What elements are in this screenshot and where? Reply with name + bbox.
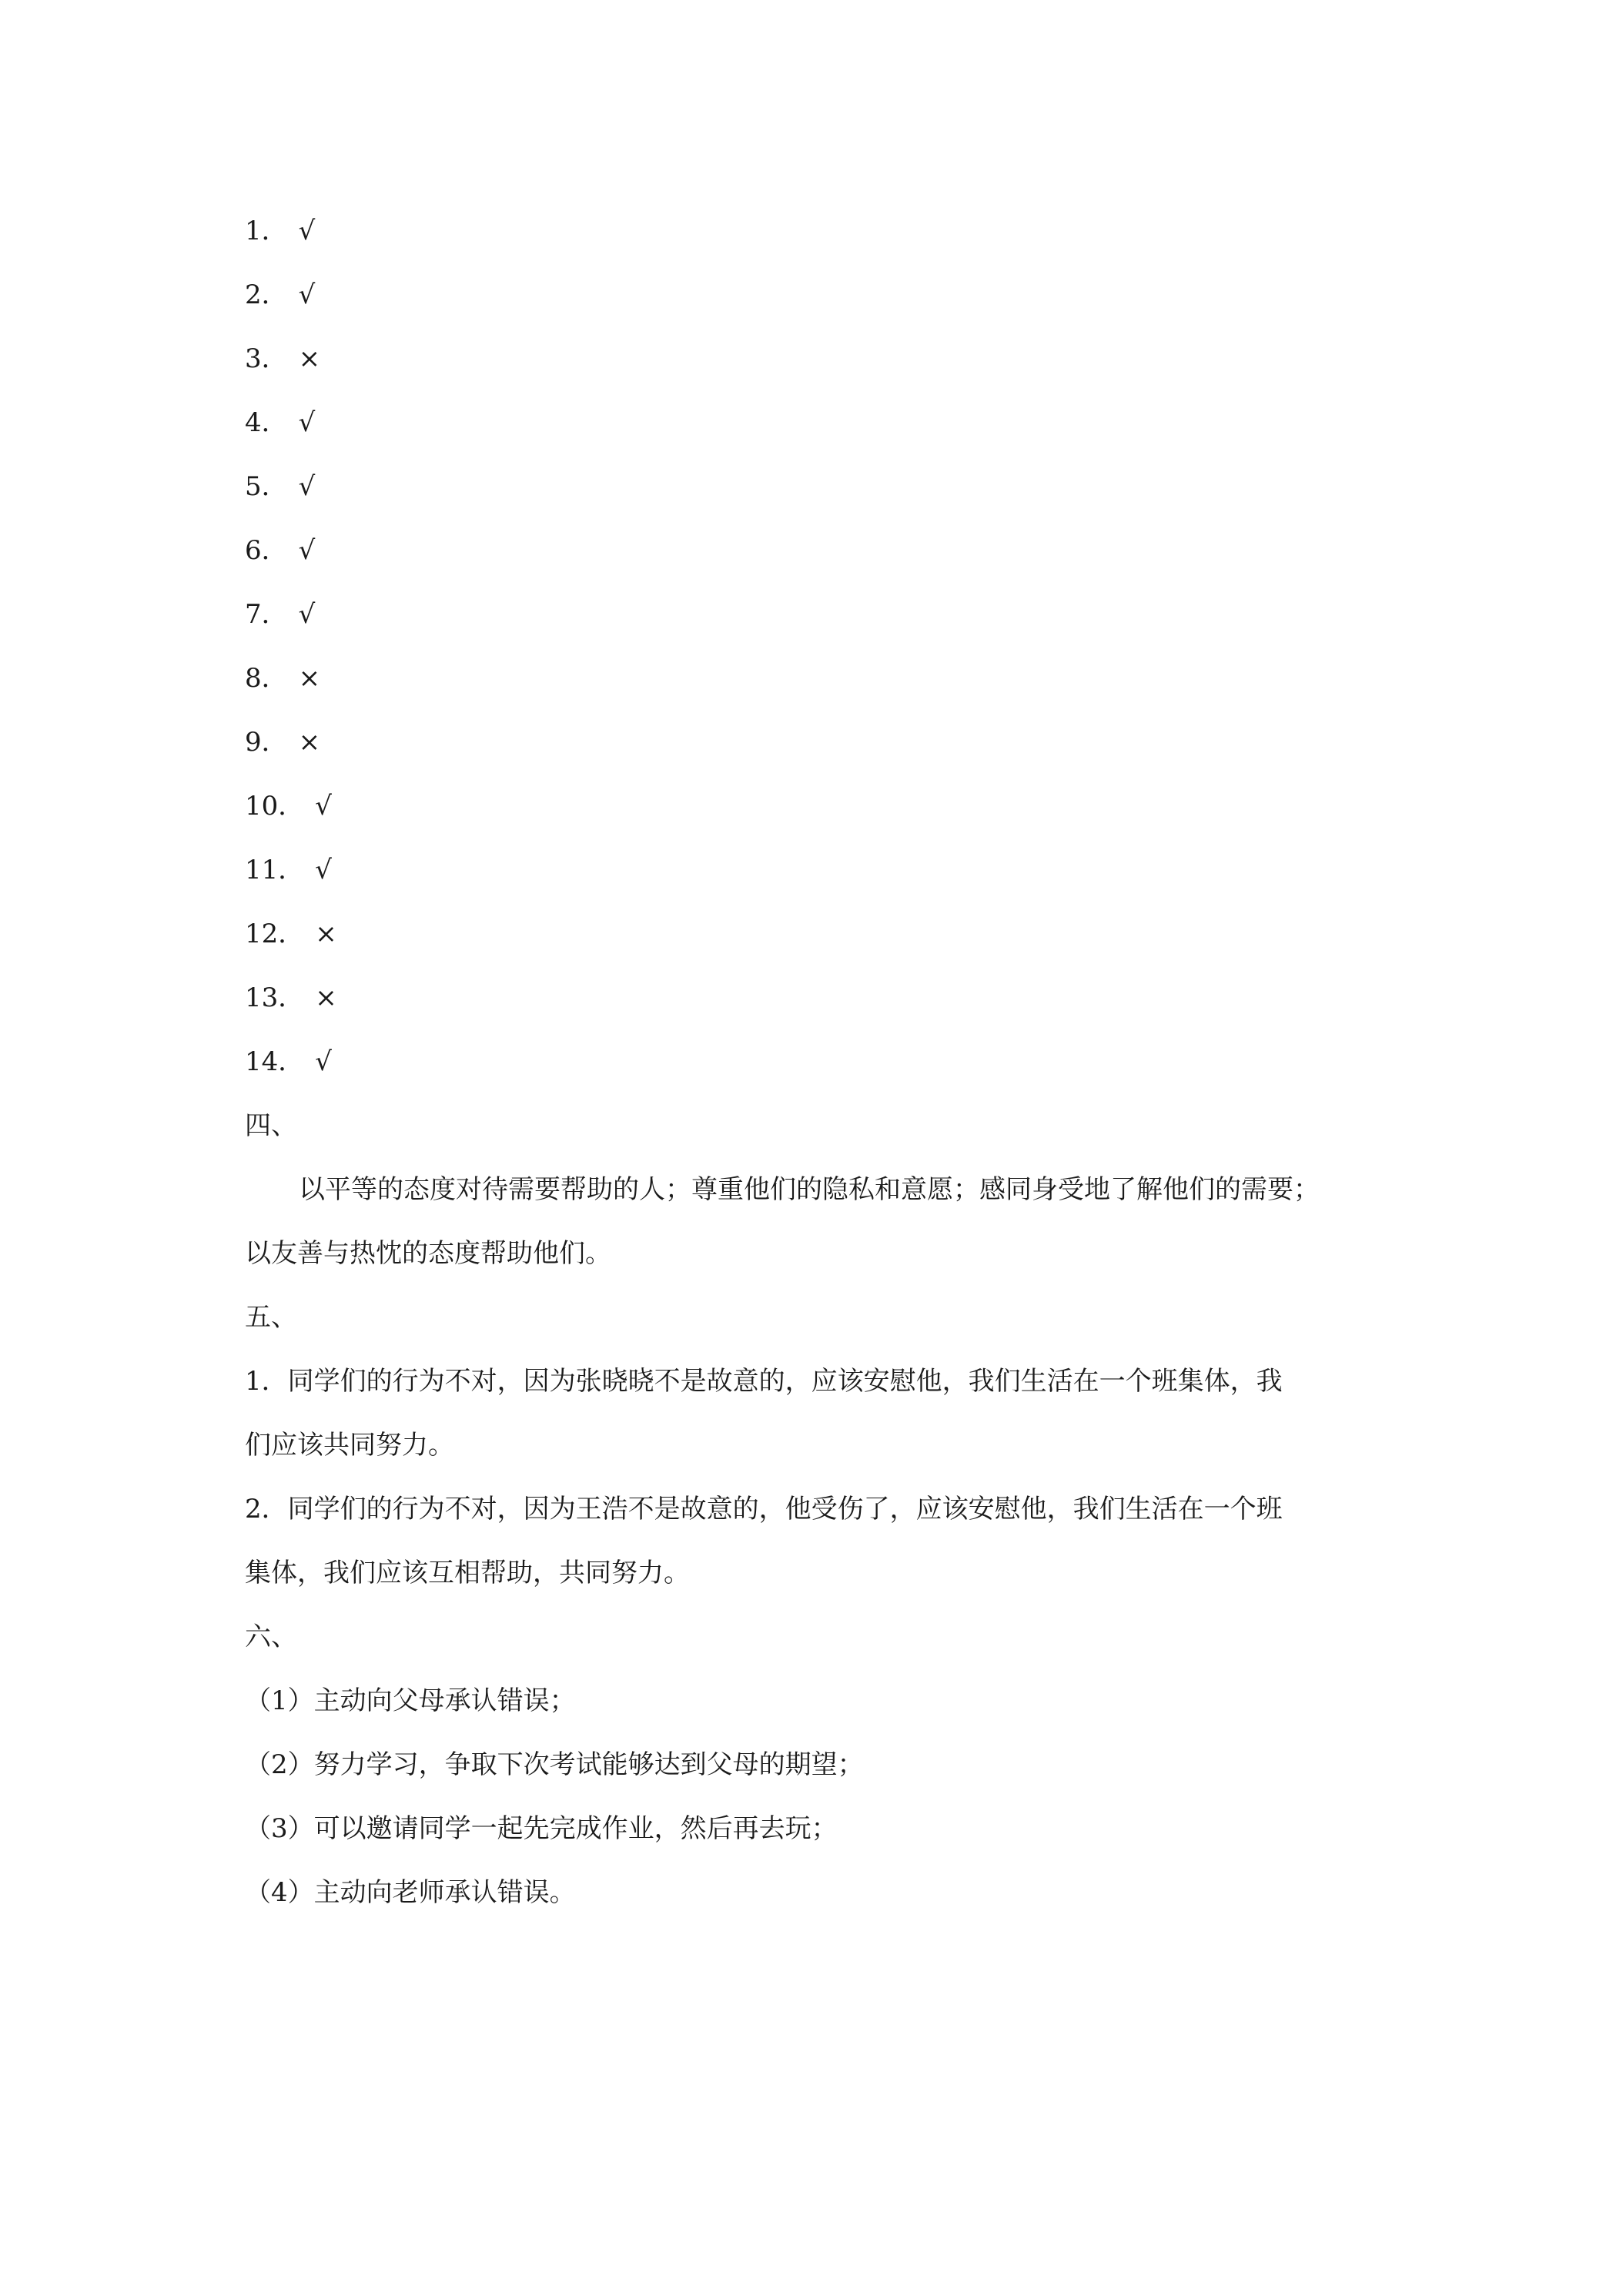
section-6-heading: 六、 bbox=[245, 1622, 297, 1652]
check-mark: √ bbox=[315, 1046, 332, 1077]
section-5-item-2-line-1: 2．同学们的行为不对，因为王浩不是故意的，他受伤了，应该安慰他，我们生活在一个班 bbox=[245, 1494, 1283, 1525]
check-mark: √ bbox=[298, 599, 316, 630]
section-5-item-2-line-2: 集体，我们应该互相帮助，共同努力。 bbox=[245, 1558, 690, 1588]
section-4-heading: 四、 bbox=[245, 1110, 297, 1141]
section-6-item-4: （4）主动向老师承认错误。 bbox=[245, 1877, 576, 1908]
answer-item-1: 1． √ bbox=[245, 216, 316, 246]
section-4-text-line-2: 以友善与热忱的态度帮助他们。 bbox=[245, 1238, 611, 1269]
answer-item-7: 7． √ bbox=[245, 599, 316, 630]
section-5-item-1-line-2: 们应该共同努力。 bbox=[245, 1430, 454, 1461]
cross-mark: × bbox=[315, 982, 337, 1013]
section-5-item-1-line-1: 1．同学们的行为不对，因为张晓晓不是故意的，应该安慰他，我们生活在一个班集体，我 bbox=[245, 1366, 1283, 1397]
section-6-item-2: （2）努力学习，争取下次考试能够达到父母的期望； bbox=[245, 1749, 864, 1780]
section-4-text-line-1: 以平等的态度对待需要帮助的人；尊重他们的隐私和意愿；感同身受地了解他们的需要； bbox=[299, 1174, 1320, 1205]
section-6-item-1: （1）主动向父母承认错误； bbox=[245, 1685, 576, 1716]
answer-item-9: 9． × bbox=[245, 727, 321, 758]
answer-item-3: 3． × bbox=[245, 343, 321, 374]
check-mark: √ bbox=[298, 279, 316, 310]
answer-item-4: 4． √ bbox=[245, 407, 316, 438]
check-mark: √ bbox=[315, 791, 332, 822]
cross-mark: × bbox=[315, 919, 337, 949]
answer-item-2: 2． √ bbox=[245, 279, 316, 310]
answer-item-14: 14． √ bbox=[245, 1046, 332, 1077]
check-mark: √ bbox=[298, 216, 316, 246]
cross-mark: × bbox=[298, 663, 321, 694]
answer-item-8: 8． × bbox=[245, 663, 321, 694]
section-5-heading: 五、 bbox=[245, 1302, 297, 1333]
check-mark: √ bbox=[315, 855, 332, 885]
answer-item-12: 12． × bbox=[245, 919, 337, 949]
answer-item-6: 6． √ bbox=[245, 535, 316, 566]
check-mark: √ bbox=[298, 407, 316, 438]
answer-item-5: 5． √ bbox=[245, 471, 316, 502]
section-6-item-3: （3）可以邀请同学一起先完成作业，然后再去玩； bbox=[245, 1813, 838, 1844]
check-mark: √ bbox=[298, 535, 316, 566]
check-mark: √ bbox=[298, 471, 316, 502]
cross-mark: × bbox=[298, 727, 321, 758]
answer-item-13: 13． × bbox=[245, 982, 337, 1013]
answer-item-10: 10． √ bbox=[245, 791, 332, 822]
cross-mark: × bbox=[298, 343, 321, 374]
answer-item-11: 11． √ bbox=[245, 855, 332, 885]
